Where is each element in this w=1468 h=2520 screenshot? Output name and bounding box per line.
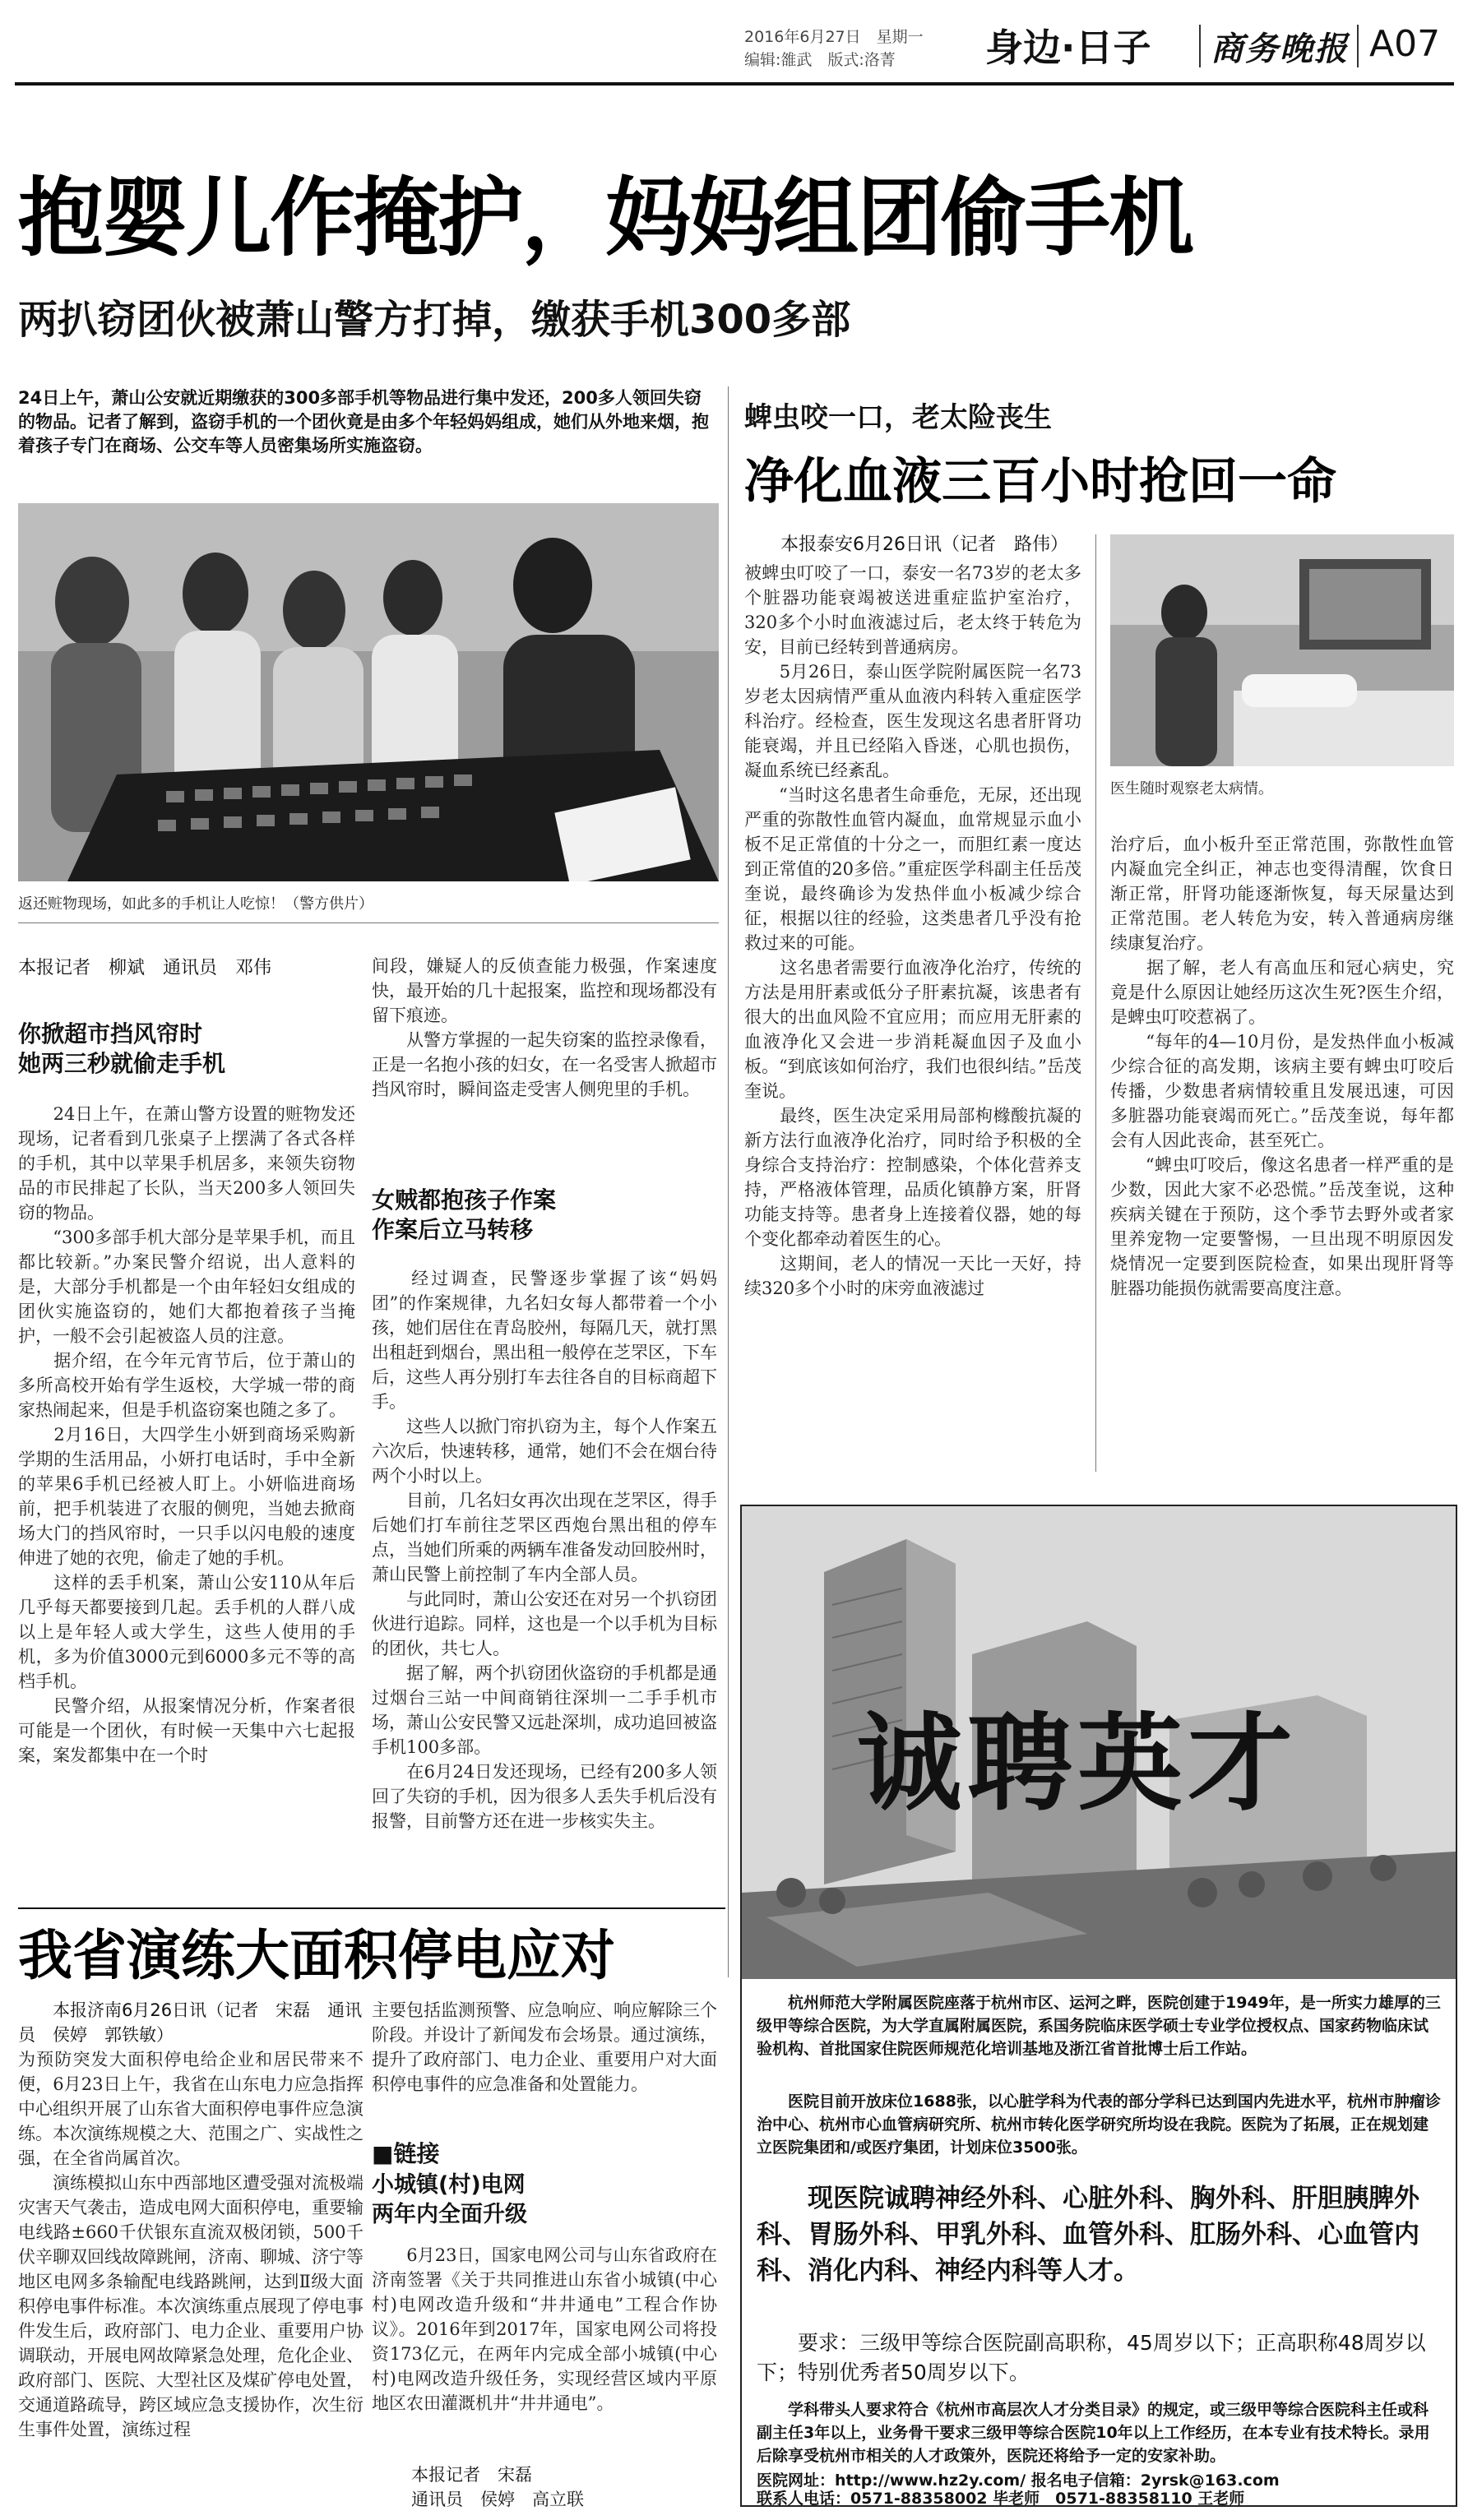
lead-subtitle-2: 女贼都抱孩子作案 作案后立马转移 — [372, 1186, 557, 1243]
lead-caption-rule — [18, 922, 719, 923]
header-date: 2016年6月27日 星期一 — [744, 28, 924, 46]
header-section: 身边·日子 — [985, 25, 1151, 70]
header-page-number: A07 — [1369, 23, 1441, 65]
header-rule — [15, 82, 1454, 86]
ad-contact: 联系人电话：0571-88358002 毕老师 0571-88358110 王老师 — [757, 2490, 1245, 2507]
bug-photo-illustration — [1110, 534, 1454, 766]
bug-column-1: 被蜱虫叮咬了一口，泰安一名73岁的老太多个脏器功能衰竭被送进重症监护室治疗，320多个小时血液滤过后，老太终于转危为安，目前已经转到普通病房。 5月26日，泰山医学院附属医院一名73岁老太因病情严重从血液内科转入重症医学科治疗。经检查，医生发现这名患者肝肾功能衰竭，并且已经陷入昏迷，心肌也损伤，凝血系统已经紊乱。 “当时这名患者生命垂危，无尿，还出现严重的弥散性血管内凝血，血常规显示血小板不足正常值的十分之一，而胆红素一度达到正常值的20多倍。”重症医学科副主任岳茂奎说，最终确诊为发热伴血小板减少综合征，根据以往的经验，这类患者几乎没有抢救过来的可能。 这名患者需要行血液净化治疗，传统的方法是用肝素或低分子肝素抗凝，该患者有很大的出血风险不宜应用；而应用无肝素的血液净化又会进一步消耗凝血因子及血小板。“到底该如何治疗，我们也很纠结。”岳茂奎说。 最终，医生决定采用局部枸橼酸抗凝的新方法行血液净化治疗，同时给予积极的全身综合支持治疗：控制感染，个体化营养支持，严格液体管理，品质化镇静方案，肝肾功能支持等。患者身上连接着仪器，她的每个变化都牵动着医生的心。 这期间，老人的情况一天比一天好，持续320多个小时的床旁血液滤过 — [744, 563, 1081, 1298]
lead-photo — [18, 503, 719, 881]
power-column-2: 主要包括监测预警、应急响应、响应解除三个阶段。并设计了新闻发布会场景。通过演练，提升了政府部门、电力企业、重要用户对大面积停电事件的应急准备和处置能力。 — [372, 2000, 717, 2094]
bug-column-divider — [1095, 534, 1096, 1472]
lead-column-1: 24日上午，在萧山警方设置的赃物发还现场，记者看到几张桌子上摆满了各式各样的手机，其中以苹果手机居多，来领失窃物品的市民排起了长队，当天200多人领回失窃的物品。 “300多部手机大部分是苹果手机，而且都比较新。”办案民警介绍说，出人意料的是，大部分手机都是一个由年轻妇女组成的团伙实施盗窃的，她们大都抱着孩子当掩护，一般不会引起被盗人员的注意。 据介绍，在今年元宵节后，位于萧山的多所高校开始有学生返校，大学城一带的商家热闹起来，但是手机盗窃案也随之多了。 2月16日，大四学生小妍到商场采购新学期的生活用品，小妍打电话时，手中全新的苹果6手机已经被人盯上。小妍临进商场前，把手机装进了衣服的侧兜，当她去掀商场大门的挡风帘时，一只手以闪电般的速度伸进了她的衣兜，偷走了她的手机。 这样的丢手机案，萧山公安110从年后几乎每天都要接到几起。丢手机的人群八成以上是年轻人或大学生，这些人使用的手机，多为价值3000元到6000多元不等的高档手机。 民警介绍，从报案情况分析，作案者很可能是一个团伙，有时候一天集中六七起报案，案发都集中在一个时 — [18, 1104, 355, 1765]
ad-title: 诚聘英才 — [857, 1703, 1299, 1825]
header-editors: 编辑:雒武 版式:洛菁 — [744, 51, 896, 69]
bug-photo — [1110, 534, 1454, 766]
power-headline: 我省演练大面积停电应对 — [18, 1924, 615, 1987]
bug-photo-caption: 医生随时观察老太病情。 — [1110, 780, 1273, 798]
power-byline-2: 本报记者 宋磊 通讯员 侯婷 高立联 — [411, 2465, 584, 2509]
ad-note: 学科带头人要求符合《杭州市高层次人才分类目录》的规定，或三级甲等综合医院科主任或科副主任3年以上，业务骨干要求三级甲等综合医院10年以上工作经历，在本专业有技术特长。录用后除享受杭州市相关的人才政策外，医院还将给予一定的安家补助。 — [757, 2401, 1430, 2465]
header-divider — [1199, 25, 1201, 67]
lead-photo-caption: 返还赃物现场，如此多的手机让人吃惊！（警方供片） — [18, 895, 373, 913]
ad-website: 医院网址：http://www.hz2y.com/ 报名电子信箱：2yrsk@163.com — [757, 2471, 1280, 2490]
lead-column-divider — [728, 386, 729, 1977]
power-byline: 本报济南6月26日讯（记者 宋磊 通讯员 侯婷 郭铁敏） — [18, 2000, 363, 2045]
bug-kicker: 蜱虫咬一口，老太险丧生 — [744, 401, 1052, 434]
header-divider-2 — [1357, 25, 1359, 67]
bug-byline: 本报泰安6月26日讯（记者 路伟） — [744, 534, 1068, 555]
power-subtitle: 小城镇(村)电网 两年内全面升级 — [372, 2172, 527, 2227]
lead-column-2b: 经过调查，民警逐步掌握了该“妈妈团”的作案规律，九名妇女每人都带着一个小孩，她们居住在青岛胶州，每隔几天，就打黑出租赶到烟台，黑出租一般停在芝罘区，下车后，这些人再分别打车去往各自的目标商超下手。 这些人以掀门帘扒窃为主，每个人作案五六次后，快速转移，通常，她们不会在烟台待两个小时以上。 目前，几名妇女再次出现在芝罘区，得手后她们打车前往芝罘区西炮台黑出租的停车点，当她们所乘的两辆车准备发动回胶州时，萧山民警上前控制了车内全部人员。 与此同时，萧山公安还在对另一个扒窃团伙进行追踪。同样，这也是一个以手机为目标的团伙，共七人。 据了解，两个扒窃团伙盗窃的手机都是通过烟台三站一中间商销往深圳一二手手机市场，萧山公安民警又远赴深圳，成功追回被盗手机100多部。 在6月24日发还现场，已经有200多人领回了失窃的手机，因为很多人丢失手机后没有报警，目前警方还在进一步核实失主。 — [372, 1269, 717, 1831]
recruitment-ad — [740, 1505, 1457, 2507]
power-column-2b: 6月23日，国家电网公司与山东省政府在济南签署《关于共同推进山东省小城镇(中心村)电网改造升级和“井井通电”工程合作协议》。2016年到2017年，国家电网公司将投资173亿元，在两年内完成全部小城镇(中心村)电网改造升级任务，实现经营区域内平原地区农田灌溉机井“井井通电”。 — [372, 2245, 717, 2413]
ad-intro-2: 医院目前开放床位1688张，以心脏学科为代表的部分学科已达到国内先进水平，杭州市肿瘤诊治中心、杭州市心血管病研究所、杭州市转化医学研究所均设在我院。医院为了拓展，正在规划建立医院集团和/或医疗集团，计划床位3500张。 — [757, 2092, 1441, 2157]
power-column-1: 为预防突发大面积停电给企业和居民带来不便，6月23日上午，我省在山东电力应急指挥中心组织开展了山东省大面积停电事件应急演练。本次演练规模之大、范围之广、实战性之强，在全省尚属首次。 演练模拟山东中西部地区遭受强对流极端灾害天气袭击，造成电网大面积停电，重要输电线路±660千伏银东直流双极闭锁，500千伏辛聊双回线故障跳闸，济南、聊城、济宁等地区电网多条输配电线路跳闸，达到Ⅱ级大面积停电事件标准。本次演练重点展现了停电事件发生后，政府部门、电力企业、重要用户协调联动，开展电网故障紧急处理，危化企业、政府部门、医院、大型社区及煤矿停电处置，交通道路疏导，跨区域应急支援协作，次生衍生事件处置，演练过程 — [18, 2050, 364, 2439]
lead-photo-illustration — [18, 503, 719, 881]
lead-column-2a: 间段，嫌疑人的反侦查能力极强，作案速度快，最开始的几十起报案，监控和现场都没有留下痕迹。 从警方掌握的一起失窃案的监控录像看，正是一名抱小孩的妇女，在一名受害人掀超市挡风帘时，瞬间盗走受害人侧兜里的手机。 — [372, 956, 717, 1099]
ad-requirements: 要求：三级甲等综合医院副高职称，45周岁以下；正高职称48周岁以下；特别优秀者50周岁以下。 — [757, 2331, 1426, 2384]
bug-headline: 净化血液三百小时抢回一命 — [744, 453, 1336, 511]
lead-headline: 抱婴儿作掩护，妈妈组团偷手机 — [18, 168, 1193, 268]
header-paper-logo: 商务晚报 — [1211, 30, 1349, 68]
bug-column-2: 治疗后，血小板升至正常范围，弥散性血管内凝血完全纠正，神志也变得清醒，饮食日渐正常，肝肾功能逐渐恢复，每天尿量达到正常范围。老人转危为安，转入普通病房继续康复治疗。 据了解，老人有高血压和冠心病史，究竟是什么原因让她经历这次生死?医生介绍，是蜱虫叮咬惹祸了。 “每年的4—10月份，是发热伴血小板减少综合征的高发期，该病主要有蜱虫叮咬后传播，少数患者病情较重且发展迅速，可因多脏器功能衰竭而死亡。”岳茂奎说，每年都会有人因此丧命，甚至死亡。 “蜱虫叮咬后，像这名患者一样严重的是少数，因此大家不必恐慌。”岳茂奎说，这种疾病关键在于预防，这个季节去野外或者家里养宠物一定要警惕，一旦出现不明原因发烧情况一定要到医院检查，如果出现肝肾等脏器功能损伤就需要高度注意。 — [1110, 835, 1454, 1298]
power-link-label: ■链接 — [372, 2140, 440, 2167]
ad-intro-1: 杭州师范大学附属医院座落于杭州市区、运河之畔，医院创建于1949年，是一所实力雄厚的三级甲等综合医院，为大学直属附属医院，系国务院临床医学硕士专业学位授权点、国家药物临床试验机构、首批国家住院医师规范化培训基地及浙江省首批博士后工作站。 — [757, 1994, 1441, 2058]
lead-subtitle-1: 你掀超市挡风帘时 她两三秒就偷走手机 — [18, 1020, 226, 1077]
ad-recruit: 现医院诚聘神经外科、心脏外科、胸外科、肝胆胰脾外科、胃肠外科、甲乳外科、血管外科、肛肠外科、心血管内科、消化内科、神经内科等人才。 — [757, 2184, 1419, 2286]
lead-byline: 本报记者 柳斌 通讯员 邓伟 — [18, 958, 272, 978]
lead-subhead: 两扒窃团伙被萧山警方打掉，缴获手机300多部 — [18, 297, 851, 343]
power-top-rule — [18, 1907, 725, 1909]
lead-summary: 24日上午，萧山公安就近期缴获的300多部手机等物品进行集中发还，200多人领回失窃的物品。记者了解到，盗窃手机的一个团伙竟是由多个年轻妈妈组成，她们从外地来烟，抱着孩子专门在商场、公交车等人员密集场所实施盗窃。 — [18, 388, 709, 455]
